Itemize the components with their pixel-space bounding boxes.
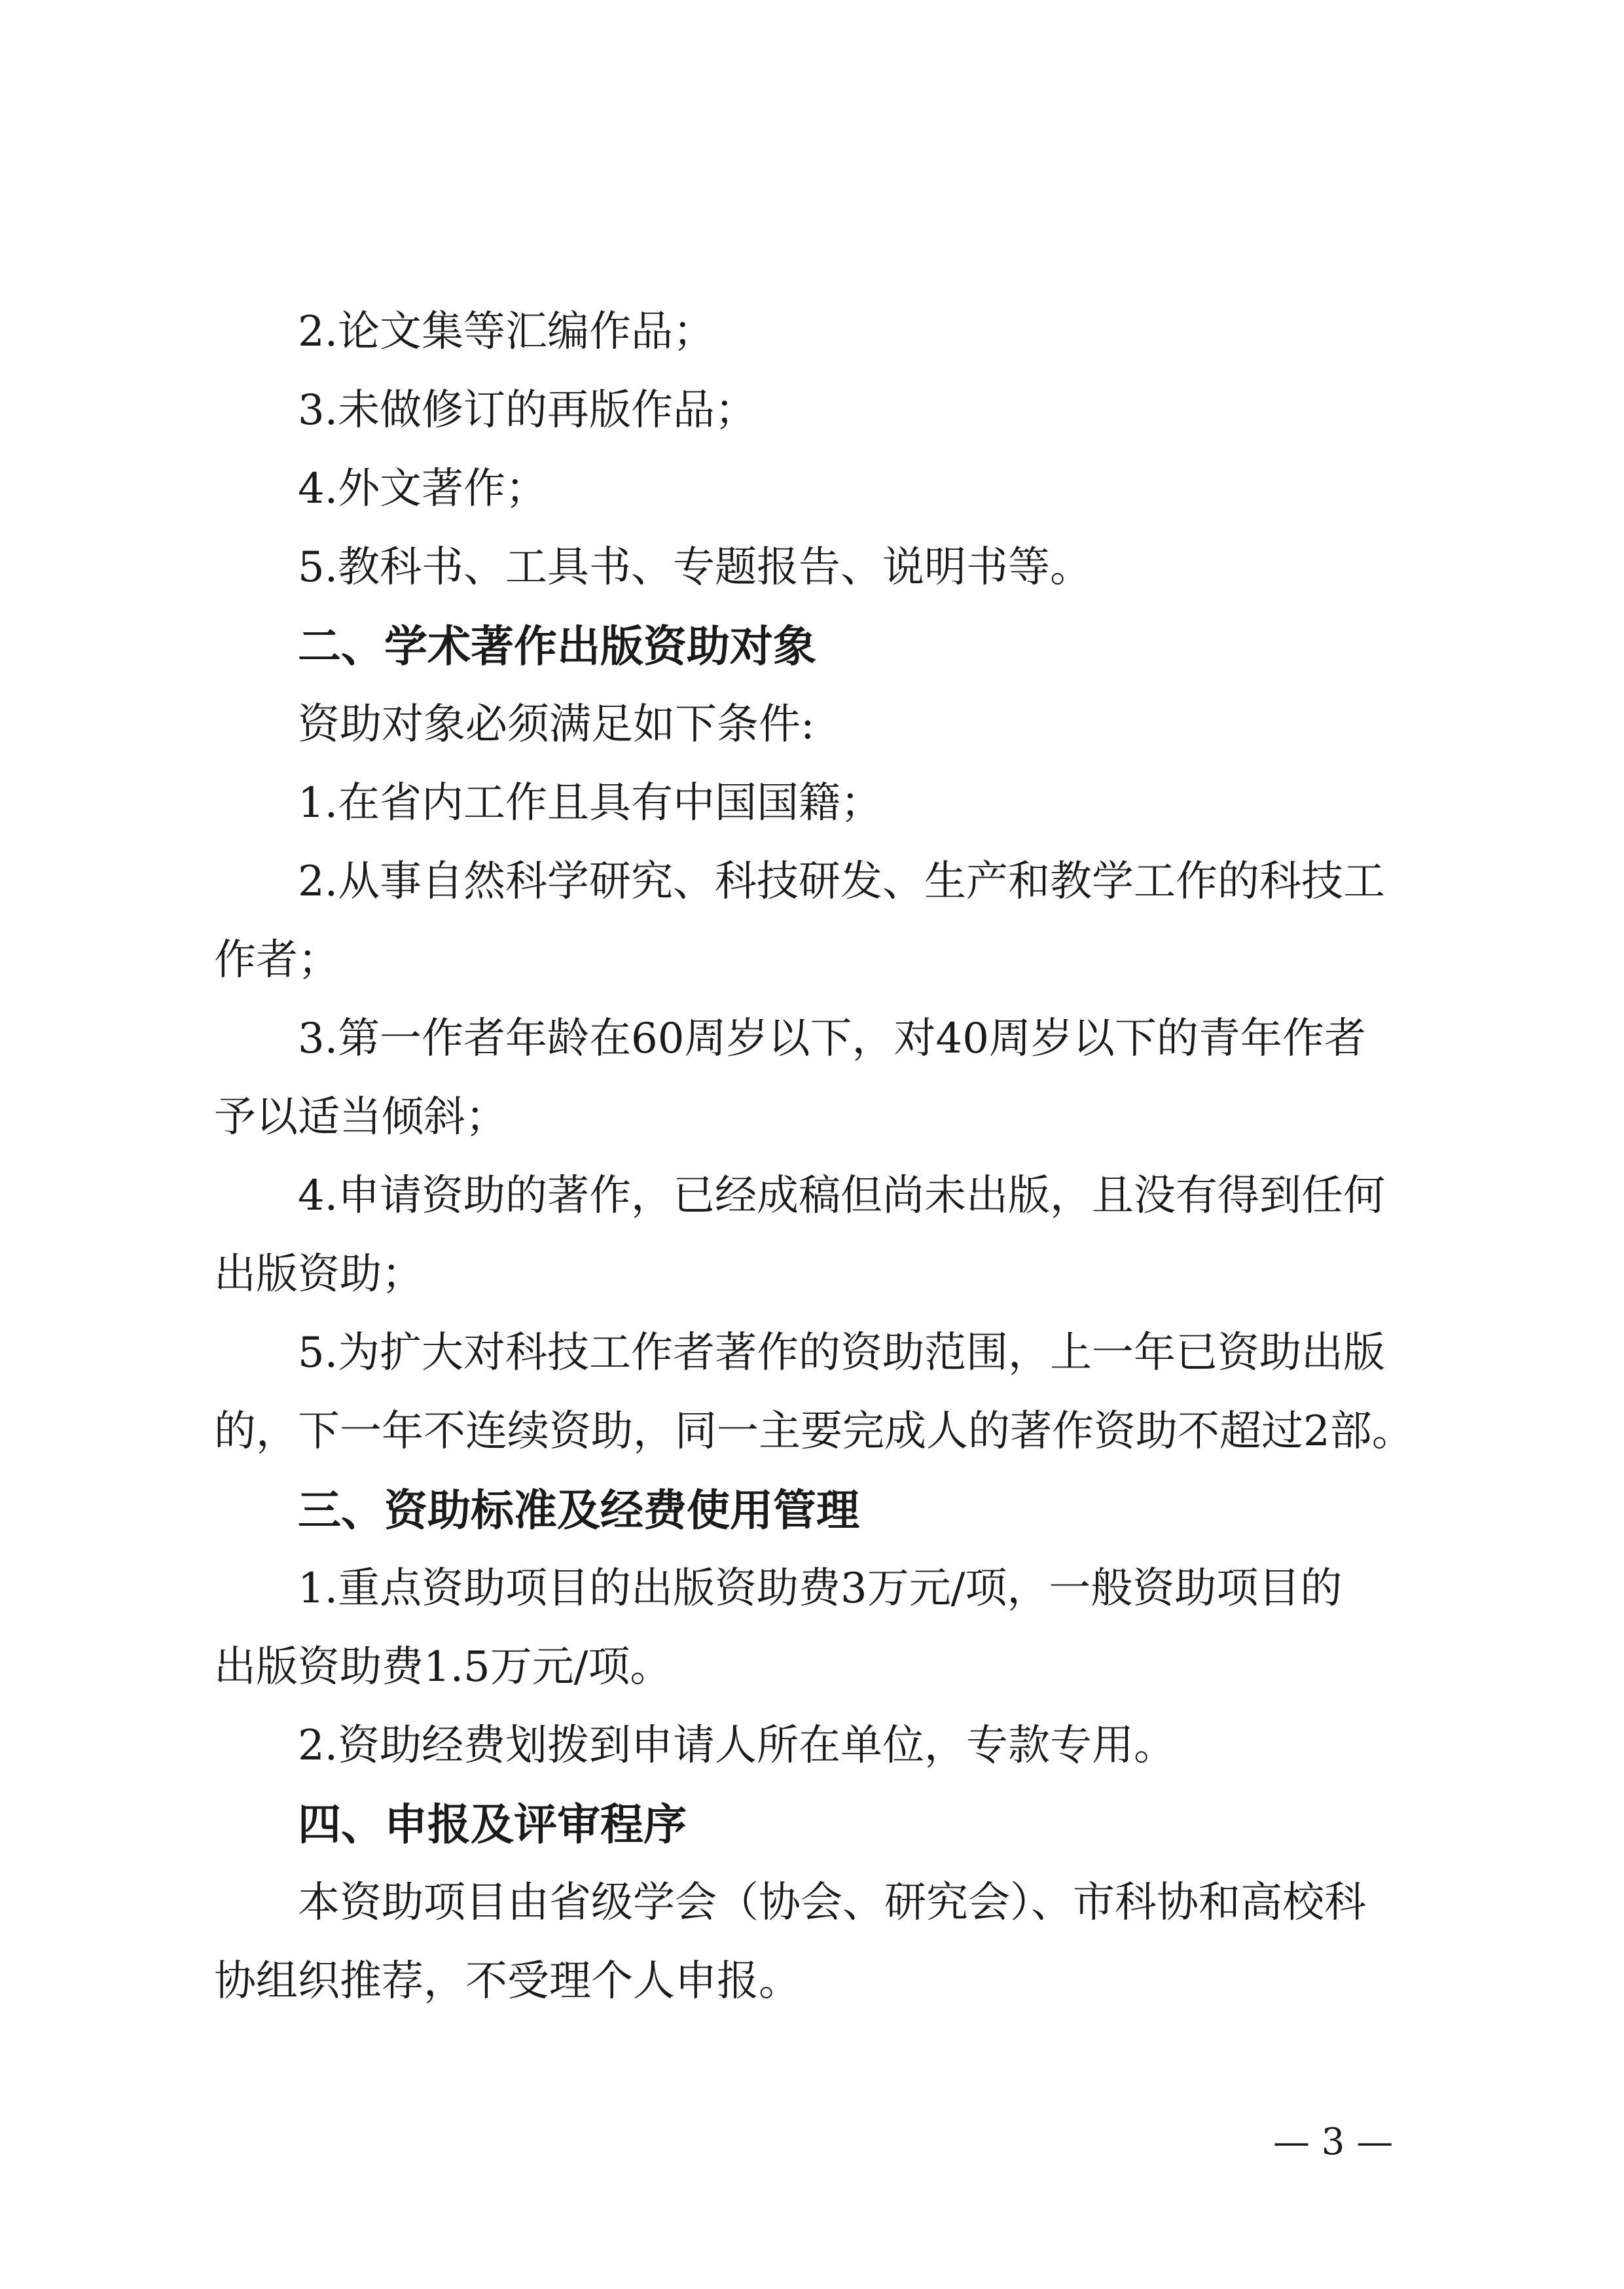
paragraph: 资助对象必须满足如下条件: [298, 700, 815, 749]
list-item: 2.论文集等汇编作品； [298, 308, 715, 356]
paragraph-continuation: 协组织推荐，不受理个人申报。 [214, 1957, 801, 2006]
paragraph: 本资助项目由省级学会（协会、研究会）、市科协和高校科 [298, 1879, 1366, 1927]
list-item-continuation: 予以适当倾斜； [214, 1093, 507, 1142]
list-item: 5.为扩大对科技工作者著作的资助范围，上一年已资助出版 [298, 1329, 1386, 1377]
section-heading: 三、资助标准及经费使用管理 [298, 1485, 859, 1536]
list-item: 4.申请资助的著作，已经成稿但尚未出版，且没有得到任何 [298, 1172, 1386, 1220]
list-item: 3.第一作者年龄在60周岁以下，对40周岁以下的青年作者 [298, 1015, 1366, 1063]
list-item: 2.从事自然科学研究、科技研发、生产和教学工作的科技工 [298, 857, 1386, 906]
list-item-continuation: 出版资助； [214, 1250, 424, 1299]
page-number: — 3 — [1273, 2121, 1394, 2163]
list-item-continuation: 作者； [214, 936, 340, 984]
list-item: 4.外文著作； [298, 465, 548, 513]
section-heading: 四、申报及评审程序 [298, 1799, 687, 1850]
list-item: 1.重点资助项目的出版资助费3万元/项，一般资助项目的 [298, 1564, 1343, 1613]
list-item: 3.未做修订的再版作品； [298, 386, 757, 435]
section-heading: 二、学术著作出版资助对象 [298, 621, 816, 672]
list-item-continuation: 的，下一年不连续资助，同一主要完成人的著作资助不超过2部。 [214, 1407, 1414, 1456]
list-item: 1.在省内工作且具有中国国籍； [298, 779, 883, 827]
list-item-continuation: 出版资助费1.5万元/项。 [214, 1643, 672, 1691]
list-item: 2.资助经费划拨到申请人所在单位，专款专用。 [298, 1721, 1176, 1770]
list-item: 5.教科书、工具书、专题报告、说明书等。 [298, 543, 1092, 592]
